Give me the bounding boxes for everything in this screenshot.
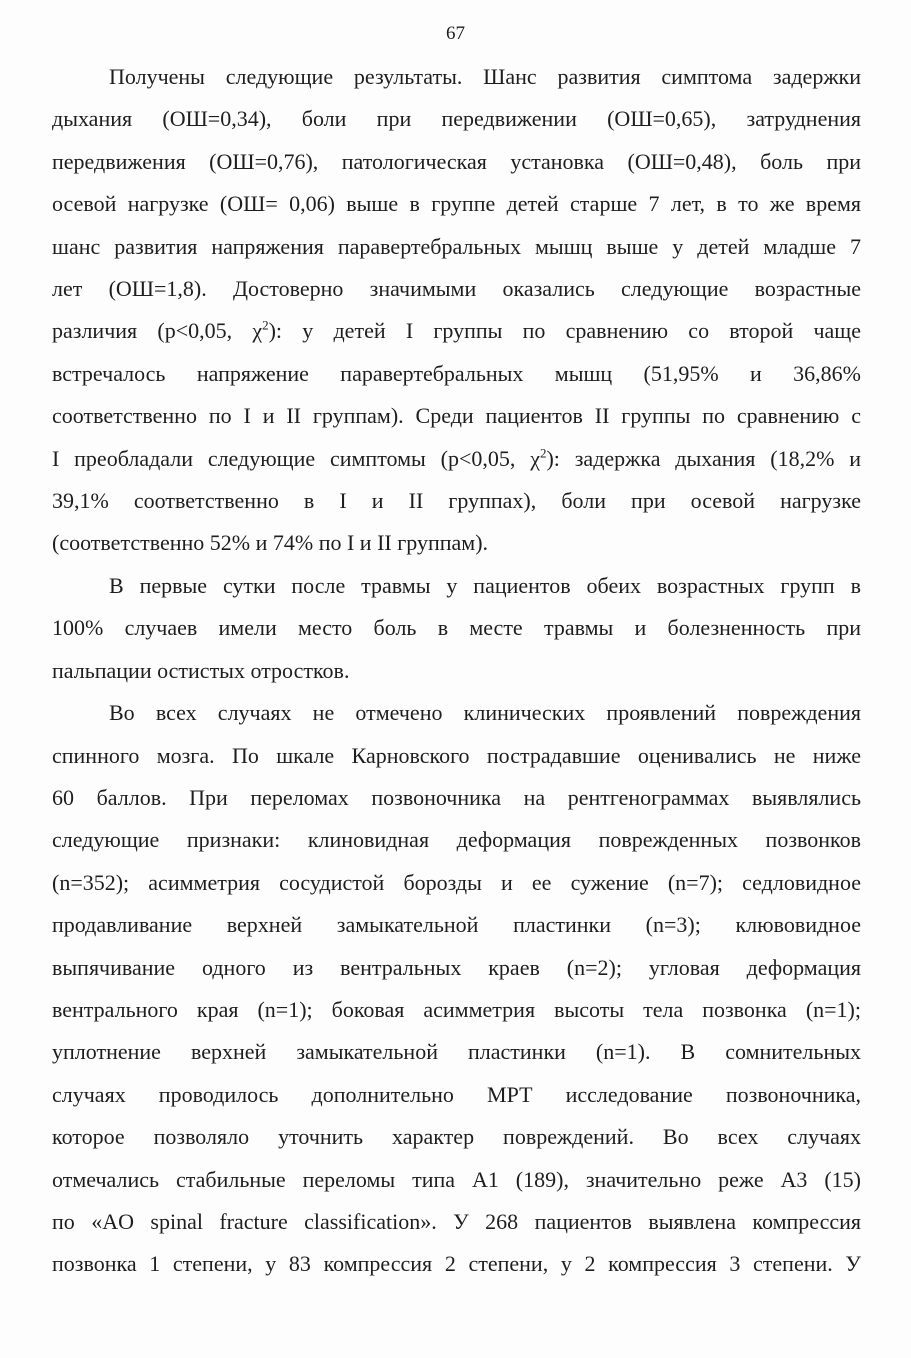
- text-line: Во всех случаях не отмечено клинических проявлений повреждения: [109, 700, 861, 726]
- text-line: 60 баллов. При переломах позвоночника на рентгенограммах выявлялись: [52, 784, 861, 810]
- text-line: I преобладали следующие симптомы (p<0,05, $\chi^2$): задержка дыхания (18,2% и: [52, 445, 861, 471]
- text-line: 100% случаев имели место боль в месте травмы и болезненность при: [52, 615, 861, 641]
- text-line: передвижения (ОШ=0,76), патологическая установка (ОШ=0,48), боль при: [52, 148, 861, 174]
- text-line: следующие признаки: клиновидная деформация поврежденных позвонков: [52, 827, 861, 853]
- paragraph-xray-findings: [52, 692, 861, 1286]
- text-line: уплотнение верхней замыкательной пластинки (n=1). В сомнительных: [52, 1039, 861, 1065]
- text-line: продавливание верхней замыкательной пластинки (n=3); клювовидное: [52, 912, 861, 938]
- text-line: Получены следующие результаты. Шанс развития симптома задержки: [109, 64, 861, 89]
- text-line: различия (p<0,05, $\chi^2$): у детей I группы по сравнению со второй чаще: [52, 318, 861, 344]
- text-line: выпячивание одного из вентральных краев (n=2); угловая деформация: [52, 954, 861, 980]
- text-line: осевой нагрузке (ОШ= 0,06) выше в группе детей старше 7 лет, в то же время: [52, 191, 861, 217]
- text-line: дыхания (ОШ=0,34), боли при передвижении (ОШ=0,65), затруднения: [52, 106, 861, 132]
- text-line: (n=352); асимметрия сосудистой борозды и ее сужение (n=7); седловидное: [52, 869, 861, 895]
- superscript-two: 2: [539, 445, 547, 461]
- text-line: вентрального края (n=1); боковая асимметрия высоты тела позвонка (n=1);: [52, 996, 861, 1022]
- text-line: пальпации остистых отростков.: [52, 657, 350, 683]
- text-line: лет (ОШ=1,8). Достоверно значимыми оказались следующие возрастные: [52, 276, 861, 302]
- text-line: которое позволяло уточнить характер повреждений. Во всех случаях: [52, 1124, 861, 1150]
- text-line: встречалось напряжение паравертебральных мышц (51,95% и 36,86%: [52, 360, 861, 386]
- text-line: случаях проводилось дополнительно МРТ исследование позвоночника,: [52, 1081, 861, 1107]
- text-line: отмечались стабильные переломы типа A1 (189), значительно реже A3 (15): [52, 1166, 861, 1192]
- superscript-two: 2: [262, 318, 269, 334]
- page-body: [52, 56, 861, 1286]
- text-line: 39,1% соответственно в I и II группах), боли при осевой нагрузке: [52, 488, 861, 514]
- page-number: 67: [446, 23, 465, 44]
- paragraph-first-day: [52, 565, 861, 692]
- paragraph-results: [52, 56, 861, 565]
- text-line: шанс развития напряжения паравертебральных мышц выше у детей младше 7: [52, 233, 861, 259]
- text-line: соответственно по I и II группам). Среди пациентов II группы по сравнению с: [52, 403, 861, 429]
- text-line: (соответственно 52% и 74% по I и II группам).: [52, 530, 489, 556]
- text-line: позвонка 1 степени, у 83 компрессия 2 степени, у 2 компрессия 3 степени. У: [52, 1251, 861, 1277]
- text-line: по «AO spinal fracture classification». У 268 пациентов выявлена компрессия: [52, 1208, 861, 1234]
- text-line: В первые сутки после травмы у пациентов обеих возрастных групп в: [109, 572, 861, 598]
- text-line: спинного мозга. По шкале Карновского пострадавшие оценивались не ниже: [52, 742, 861, 768]
